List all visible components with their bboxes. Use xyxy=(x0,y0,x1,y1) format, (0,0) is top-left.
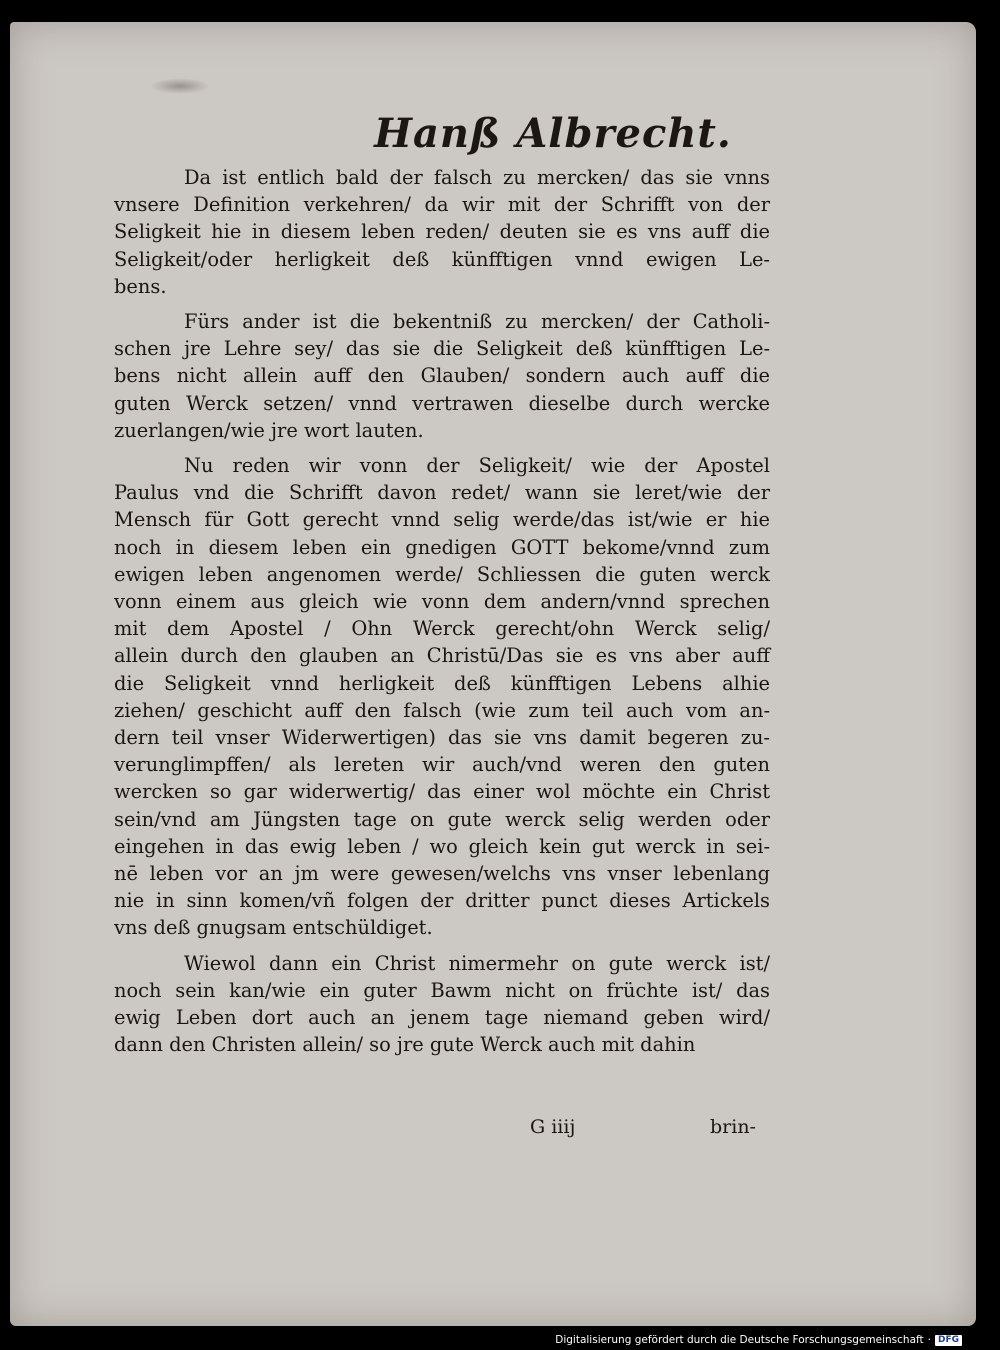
text-line: zuerlangen/wie jre wort lauten. xyxy=(114,418,424,442)
text-line: allein durch den glauben an Christū/Das sie es vns aber auff xyxy=(114,644,770,668)
paragraph xyxy=(114,308,770,444)
text-line: Mensch für Gott gerecht vnnd selig werde/das ist/wie er hie xyxy=(114,508,770,532)
text-line: noch in diesem leben ein gnedigen GOTT bekome/vnnd zum xyxy=(114,535,770,559)
ink-smudge xyxy=(150,78,210,94)
text-line: verunglimpffen/ als lereten wir auch/vnd weren den guten xyxy=(114,753,770,777)
funding-credit: Digitalisierung gefördert durch die Deutsche Forschungsgemeinschaft xyxy=(555,1334,924,1346)
text-line: guten Werck setzen/ vnnd vertrawen dieselbe durch wercke xyxy=(114,391,770,415)
text-line: Nu reden wir vonn der Seligkeit/ wie der Apostel xyxy=(184,454,770,478)
paragraph xyxy=(114,950,770,1059)
document-page xyxy=(10,22,976,1326)
text-line: dann den Christen allein/ so jre gute Werck auch mit dahin xyxy=(114,1033,696,1057)
text-line: nē leben vor an jm were gewesen/welchs vns vnser lebenlang xyxy=(114,862,770,886)
text-line: schen jre Lehre sey/ das sie die Seligkeit deß künfftigen Le- xyxy=(114,337,770,361)
text-line: noch sein kan/wie ein guter Bawm nicht on früchte ist/ das xyxy=(114,978,770,1002)
text-line: nie in sinn komen/vñ folgen der dritter punct dieses Artickels xyxy=(114,889,770,913)
text-line: sein/vnd am Jüngsten tage on gute werck selig werden oder xyxy=(114,807,770,831)
text-line: Seligkeit hie in diesem leben reden/ deuten sie es vns auff die xyxy=(114,220,770,244)
footer-line xyxy=(10,1116,976,1144)
text-line: die Seligkeit vnnd herligkeit deß künfftigen Lebens alhie xyxy=(114,671,770,695)
text-line: vonn einem aus gleich wie vonn dem andern/vnnd sprechen xyxy=(114,590,770,614)
paragraph xyxy=(114,164,770,300)
text-line: Paulus vnd die Schrifft davon redet/ wann sie leret/wie der xyxy=(114,481,770,505)
text-line: ewig Leben dort auch an jenem tage niemand geben wird/ xyxy=(114,1006,770,1030)
funding-footer: Digitalisierung gefördert durch die Deutsche Forschungsgemeinschaft · DFG xyxy=(555,1334,962,1346)
text-line: dern teil vnser Widerwertigen) das sie vns damit begeren zu- xyxy=(114,726,770,750)
text-line: Fürs ander ist die bekentniß zu mercken/ der Catholi- xyxy=(184,310,770,334)
text-line: wercken so gar widerwertig/ das einer wol möchte ein Christ xyxy=(114,780,770,804)
body-text xyxy=(114,164,770,1067)
text-line: Da ist entlich bald der falsch zu mercken/ das sie vnns xyxy=(184,166,770,189)
text-line: ewigen leben angenomen werde/ Schliessen die guten werck xyxy=(114,562,770,586)
text-line: mit dem Apostel / Ohn Werck gerecht/ohn Werck selig/ xyxy=(114,617,770,641)
text-line: ziehen/ geschicht auff den falsch (wie zum teil auch vom an- xyxy=(114,698,770,722)
text-line: vnsere Definition verkehren/ da wir mit der Schrifft von der xyxy=(114,193,770,217)
text-line: Wiewol dann ein Christ nimermehr on gute werck ist/ xyxy=(184,951,770,975)
text-line: bens. xyxy=(114,274,167,298)
text-line: Seligkeit/oder herligkeit deß künfftigen vnnd ewigen Le- xyxy=(114,247,770,271)
signature-mark: G iiij xyxy=(530,1116,576,1138)
dfg-logo: DFG xyxy=(935,1335,962,1346)
catchword: brin- xyxy=(710,1116,756,1138)
text-line: eingehen in das ewig leben / wo gleich kein gut werck in sei- xyxy=(114,834,770,858)
text-line: vns deß gnugsam entschüldiget. xyxy=(114,916,433,940)
text-line: bens nicht allein auff den Glauben/ sondern auch auff die xyxy=(114,364,770,388)
paragraph xyxy=(114,452,770,942)
running-header: Hanß Albrecht. xyxy=(374,110,732,157)
